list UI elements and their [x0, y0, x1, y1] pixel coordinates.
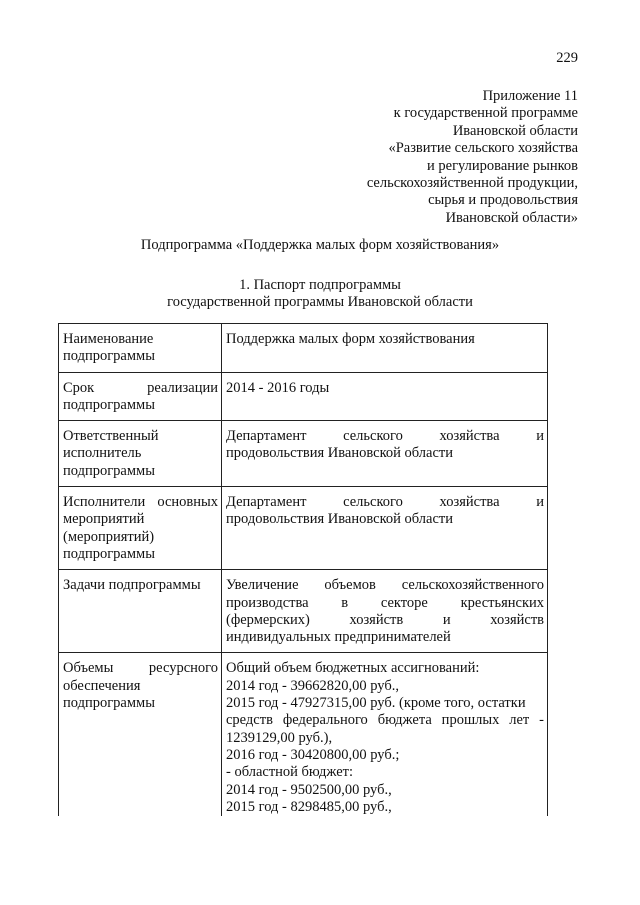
label-line: подпрограммы	[63, 695, 155, 712]
appendix-header	[278, 88, 578, 227]
row-value	[222, 421, 548, 487]
passport-table	[58, 323, 548, 816]
row-label	[59, 487, 222, 570]
value-line: (фермерских) хозяйств и хозяйств	[226, 611, 544, 628]
row-label	[59, 570, 222, 653]
passport-title-line: 1. Паспорт подпрограммы	[239, 277, 401, 293]
subprogram-title: Подпрограмма «Поддержка малых форм хозяйствования»	[140, 237, 500, 253]
row-value	[222, 653, 548, 816]
row-label	[59, 324, 222, 373]
value-line: - областной бюджет:	[226, 764, 354, 781]
label-line: Задачи подпрограммы	[63, 577, 201, 594]
label-line: Объемы ресурсного	[63, 660, 218, 677]
label-line: подпрограммы	[63, 348, 155, 365]
value-line: продовольствия Ивановской области	[226, 445, 453, 462]
label-line: Исполнители основных	[63, 494, 218, 511]
value-line: Увеличение объемов сельскохозяйственного	[226, 577, 544, 594]
label-line: мероприятий	[63, 511, 145, 528]
label-line: Срок реализации	[63, 379, 218, 396]
value-line: Общий объем бюджетных ассигнований:	[226, 660, 480, 677]
passport-title	[0, 277, 640, 312]
value-line: производства в секторе крестьянских	[226, 594, 544, 611]
value-line: продовольствия Ивановской области	[226, 511, 453, 528]
label-line: обеспечения	[63, 677, 141, 694]
label-line: (мероприятий)	[63, 528, 155, 545]
appendix-line: к государственной программе	[393, 105, 578, 122]
row-value	[222, 324, 548, 373]
value-line: 2014 год - 9502500,00 руб.,	[226, 781, 392, 798]
row-value	[222, 487, 548, 570]
label-line: подпрограммы	[63, 462, 155, 479]
value-line: 1239129,00 руб.),	[226, 729, 333, 746]
value-line: Департамент сельского хозяйства и	[226, 494, 544, 511]
table-row	[59, 487, 548, 570]
appendix-line: сельскохозяйственной продукции,	[366, 175, 578, 192]
value-line: индивидуальных предпринимателей	[226, 629, 451, 646]
page-number: 229	[556, 50, 578, 66]
appendix-line: Ивановской области	[452, 122, 578, 139]
value-line: Департамент сельского хозяйства и	[226, 428, 544, 445]
label-line: Ответственный	[63, 428, 159, 445]
table-row	[59, 324, 548, 373]
label-line: Наименование	[63, 331, 154, 347]
appendix-line: сырья и продовольствия	[428, 192, 578, 209]
value-line: 2014 - 2016 годы	[226, 379, 330, 396]
value-line: средств федерального бюджета прошлых лет -	[226, 712, 544, 729]
row-value	[222, 372, 548, 421]
appendix-line: «Развитие сельского хозяйства	[388, 140, 578, 157]
row-value	[222, 570, 548, 653]
appendix-line: и регулирование рынков	[427, 157, 578, 174]
passport-title-line: государственной программы Ивановской области	[167, 294, 473, 311]
label-line: подпрограммы	[63, 396, 155, 413]
label-line: подпрограммы	[63, 545, 155, 562]
value-line: Поддержка малых форм хозяйствования	[226, 331, 475, 347]
value-line: 2014 год - 39662820,00 руб.,	[226, 677, 399, 694]
appendix-line: Ивановской области»	[445, 209, 578, 226]
row-label	[59, 653, 222, 816]
value-line: 2016 год - 30420800,00 руб.;	[226, 746, 400, 763]
table-row	[59, 372, 548, 421]
label-line: исполнитель	[63, 445, 142, 462]
table-row	[59, 653, 548, 816]
table-row	[59, 421, 548, 487]
value-line: 2015 год - 8298485,00 руб.,	[226, 798, 392, 815]
row-label	[59, 421, 222, 487]
table-row	[59, 570, 548, 653]
value-line: 2015 год - 47927315,00 руб. (кроме того, остатки	[226, 695, 526, 712]
row-label	[59, 372, 222, 421]
appendix-line: Приложение 11	[482, 88, 578, 104]
